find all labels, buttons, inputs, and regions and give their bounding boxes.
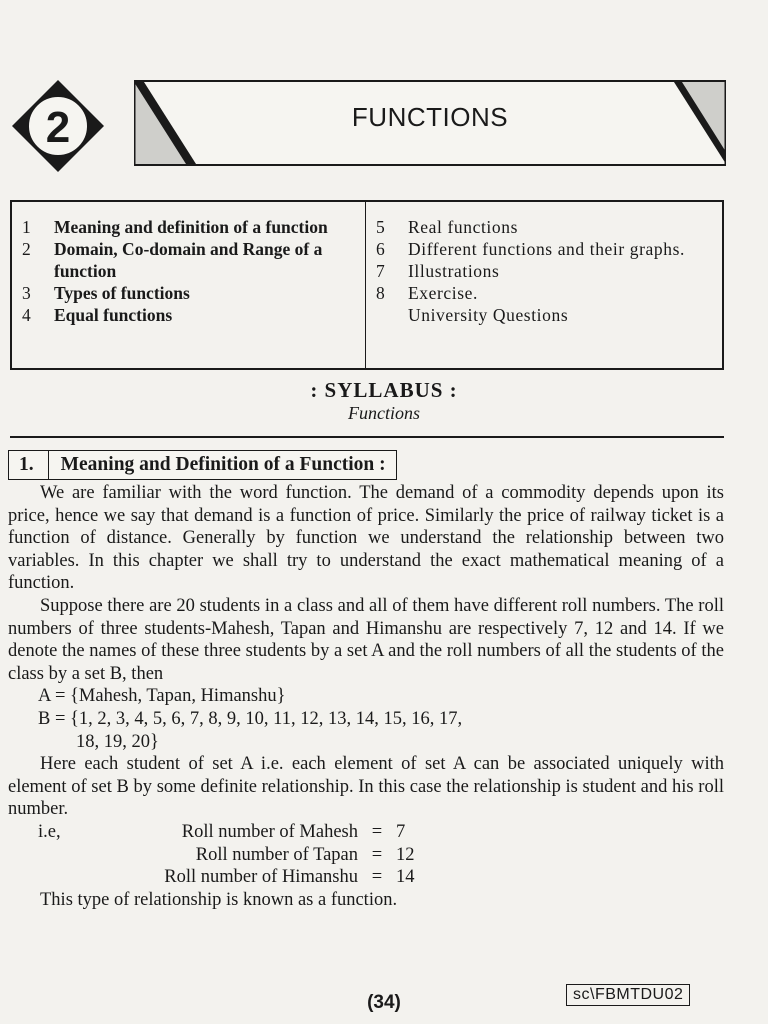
set-a-definition: A = {Mahesh, Tapan, Himanshu} (38, 686, 286, 707)
toc-item: 6 Different functions and their graphs. (376, 239, 686, 259)
equation-row (8, 844, 724, 867)
divider (10, 436, 724, 438)
contents-table (10, 200, 724, 370)
toc-item: 3 Types of functions (22, 283, 190, 303)
equation-label: Roll number of Tapan (195, 844, 358, 865)
equation-label: Roll number of Himanshu (164, 867, 358, 888)
ie-label: i.e, (38, 821, 61, 842)
set-b-definition: B = {1, 2, 3, 4, 5, 6, 7, 8, 9, 10, 11, 12, 13, 14, 15, 16, 17, (38, 708, 463, 729)
body-text (8, 482, 724, 911)
equation-value: 12 (396, 844, 415, 865)
paragraph: Here each student of set A i.e. each element of set A can be associated uniquely with element of set B by some definite relationship. In this case the relationship is student and his roll number. (8, 754, 724, 820)
equation-row (8, 866, 724, 889)
chapter-title-banner (134, 80, 726, 166)
toc-item: 2 Domain, Co-domain and Range of a function (22, 239, 323, 281)
chapter-number: 2 (45, 103, 71, 152)
equation-sign: = (371, 867, 383, 888)
contents-left-column (12, 202, 366, 368)
paragraph: This type of relationship is known as a function. (40, 889, 398, 910)
equation-value: 14 (396, 867, 415, 888)
section-number: 1. (9, 451, 49, 479)
toc-item: 8 Exercise. (376, 283, 479, 303)
equation-row (8, 821, 724, 844)
contents-right-column (366, 202, 722, 368)
toc-item: 1 Meaning and definition of a function (22, 217, 328, 237)
equation-value: 7 (396, 821, 406, 842)
toc-item: 7 Illustrations (376, 261, 500, 281)
equation-label: Roll number of Mahesh (181, 821, 358, 842)
syllabus-heading: : SYLLABUS : (310, 378, 458, 402)
toc-item: 4 Equal functions (22, 305, 173, 325)
toc-item: University Questions (408, 305, 569, 325)
equation-sign: = (371, 844, 383, 865)
banner-right-corner-icon (674, 82, 726, 164)
paragraph: We are familiar with the word function. The demand of a commodity depends upon its price, hence we say that demand is a function of price. Similarly the price of railway ticket is a function of distance. Generally by function we understand the relationship between two variables. In this chapter we shall try to understand the exact mathematical meaning of a function. (8, 483, 724, 594)
document-code: sc\FBMTDU02 (566, 984, 690, 1006)
page-number: (34) (367, 992, 401, 1013)
diamond-badge-icon (8, 76, 108, 176)
section-title: Meaning and Definition of a Function : (60, 454, 386, 475)
equation-sign: = (371, 821, 383, 842)
section-heading (8, 450, 397, 480)
chapter-title: FUNCTIONS (351, 102, 509, 132)
chapter-number-badge (8, 76, 108, 176)
set-b-continuation: 18, 19, 20} (76, 731, 159, 752)
syllabus-subheading: Functions (348, 403, 420, 423)
toc-item: 5 Real functions (376, 217, 518, 237)
paragraph: Suppose there are 20 students in a class and all of them have different roll numbers. The roll numbers of three students-Mahesh, Tapan and Himanshu are respectively 7, 12 and 14. If we denote the names of these three students by a set A and the roll numbers of all the students of the class by a set B, then (8, 595, 724, 684)
